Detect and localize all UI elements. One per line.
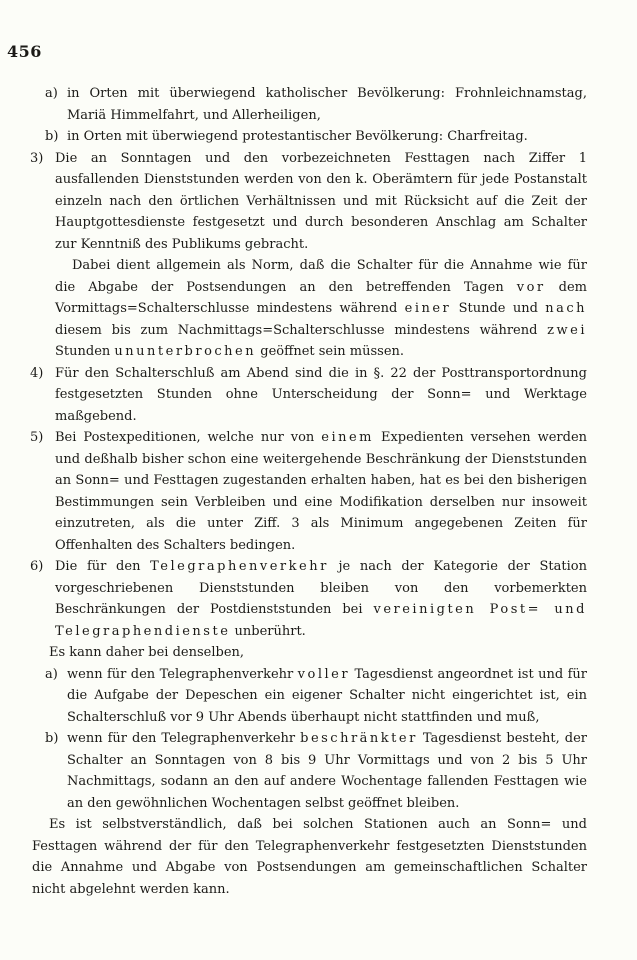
page-number: 456 <box>7 42 42 61</box>
list-item-text <box>67 83 587 126</box>
emphasized-text: nach <box>545 301 587 316</box>
text-segment: Expedienten versehen werden und deßhalb bisher schon eine weitergehende Beschränkung der Dienststunden an Sonn= und Festtagen zugestanden erhalten haben, hat es bei den bisherigen Bestimmungen sein Verbleiben und eine Modifikation derselben nur insoweit einzutreten, als die unter Ziff. 3 als Minimum angegebenen Zeiten für Offenhalten des Schalters bedingen. <box>55 430 588 553</box>
item-label: 5) <box>30 430 44 445</box>
emphasized-text: zwei <box>547 322 587 338</box>
text-segment: Die für den <box>55 559 151 574</box>
emphasized-text: Telegraphenverkehr <box>150 559 329 574</box>
item-text <box>55 363 587 428</box>
item-text <box>55 148 587 256</box>
text-segment: Für den Schalterschluß am Abend sind die in §. 22 der Posttransportordnung festgesetzten Stunden ohne Unterscheidung der Sonn= und Werktage maßgebend. <box>55 365 587 424</box>
item-text <box>55 556 587 642</box>
text-segment: Tagesdienst angeordnet ist und für die Aufgabe der Depeschen ein eigener Schalter nicht eingerichtet ist, ein Schalterschluß vor 9 Uhr Abends überhaupt nicht stattfinden und muß, <box>67 666 587 725</box>
list-item-label: a) <box>45 86 58 101</box>
emphasized-text: beschränkter <box>300 731 418 746</box>
sub-item-label: a) <box>45 666 58 682</box>
emphasized-text: vor <box>516 279 546 295</box>
emphasized-text: ununterbrochen <box>114 344 257 359</box>
list-item-a <box>45 83 587 126</box>
text-segment: Bei Postexpeditionen, welche nur von <box>55 430 322 445</box>
text-segment: Tagesdienst besteht, der Schalter an Sonntagen von 8 bis 9 Uhr Vormittags und von 2 bis 5 Uhr Nachmittags, sodann an den auf andere Wochentage fallenden Festtagen wie an den gewöhnlichen Wochentagen selbst geöffnet bleiben. <box>67 731 587 811</box>
ordered-item-4 <box>30 363 587 428</box>
item-label: 3) <box>30 150 44 166</box>
text-segment: Es kann daher bei denselben, <box>49 645 245 660</box>
text-segment: Die an Sonntagen und den vorbezeichneten Festtagen nach Ziffer 1 ausfallenden Dienststunden werden von den k. Oberämtern für jede Postanstalt einzeln nach den örtlichen Verhältnissen und mit Rücksicht auf die Zeit der Hauptgottesdienste festgesetzt und durch besonderen Anschlag am Schalter zur Kenntniß des Publikums gebracht. <box>55 150 587 252</box>
text-segment: Stunde und <box>451 301 546 316</box>
sub-item-label: b) <box>45 731 59 746</box>
text-segment: diesem bis zum Nachmittags=Schalterschlusse mindestens während <box>55 322 548 338</box>
sub-item-text <box>67 728 587 814</box>
list-item-label: b) <box>45 129 59 144</box>
text-segment: wenn für den Telegraphenverkehr <box>67 666 298 682</box>
closing-paragraph <box>32 814 587 900</box>
text-segment: wenn für den Telegraphenverkehr <box>67 731 301 746</box>
item-text <box>55 427 587 556</box>
emphasized-text: vereinigten Post= und Telegraphendienste <box>55 602 588 639</box>
ordered-item-3 <box>30 148 587 256</box>
emphasized-text: einer <box>404 301 452 316</box>
emphasized-text: voller <box>297 666 351 682</box>
ordered-item-5 <box>30 427 587 556</box>
telegraph-subitem-a <box>45 664 587 729</box>
intro-paragraph <box>32 642 587 664</box>
norm-paragraph <box>55 255 587 363</box>
text-segment: in Orten mit überwiegend protestantischer Bevölkerung: Charfreitag. <box>67 129 528 144</box>
list-item-b <box>45 126 587 148</box>
item-label: 4) <box>30 365 44 381</box>
text-segment: Dabei dient allgemein als Norm, daß die Schalter für die Annahme wie für die Abgabe der Postsendungen an den betreffenden Tagen <box>55 258 587 295</box>
text-segment: in Orten mit überwiegend katholischer Bevölkerung: Frohnleichnamstag, Mariä Himmelfahrt, und Allerheiligen, <box>67 86 587 123</box>
text-segment: geöffnet sein müssen. <box>256 344 405 359</box>
item-label: 6) <box>30 559 44 574</box>
text-segment: Stunden <box>55 344 115 359</box>
telegraph-subitem-b <box>45 728 587 814</box>
emphasized-text: einem <box>321 430 374 445</box>
text-segment: Es ist selbstverständlich, daß bei solchen Stationen auch an Sonn= und Festtagen während der für den Telegraphenverkehr festgesetzten Dienststunden die Annahme und Abgabe von Postsendungen am gemeinschaftlichen Schalter nicht abgelehnt werden kann. <box>32 817 587 897</box>
text-segment: je nach der Kategorie der Station vorgeschriebenen Dienststunden bleiben von den vorbemerkten Beschränkungen der Postdienststunden bei <box>55 559 587 617</box>
text-segment: unberührt. <box>230 623 306 639</box>
ordered-item-6 <box>30 556 587 642</box>
text-segment: dem Vormittags=Schalterschlusse mindestens während <box>55 279 587 316</box>
page-content <box>30 83 587 900</box>
list-item-text <box>67 126 587 148</box>
sub-item-text <box>67 664 587 729</box>
